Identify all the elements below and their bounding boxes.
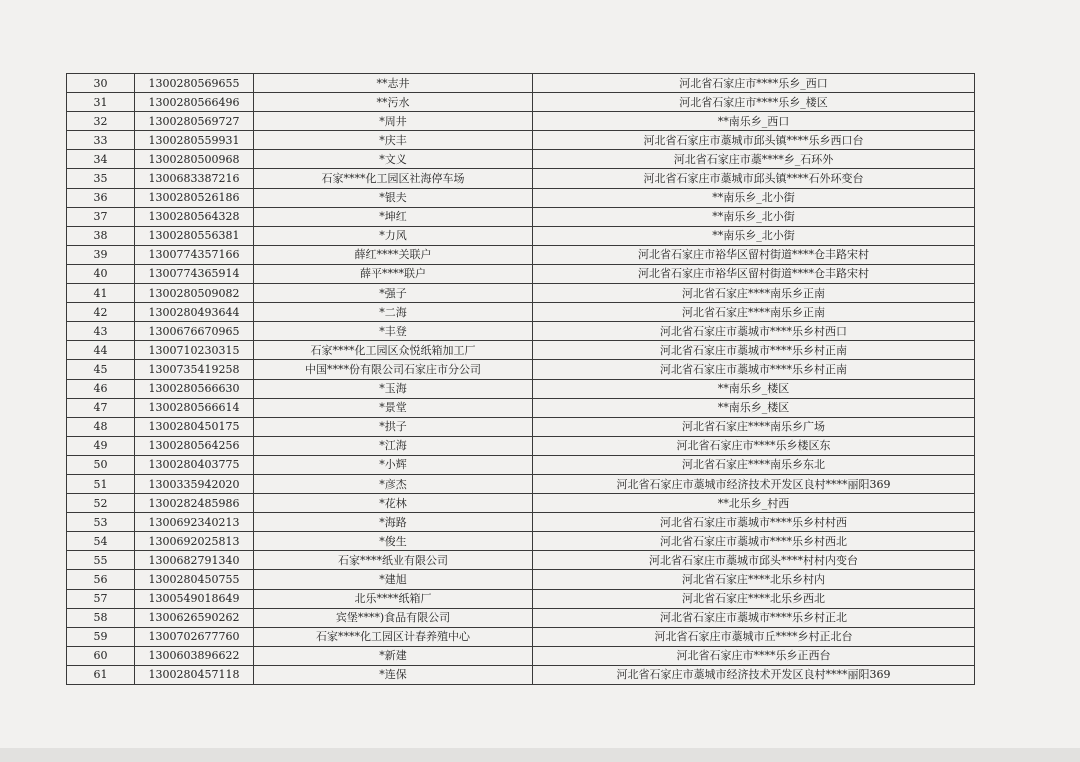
customer-name-cell: *周井 [254, 112, 533, 131]
address-cell: 河北省石家庄市藁城市****乐乡村西口 [533, 322, 975, 341]
table-row [67, 532, 975, 551]
address-cell: 河北省石家庄市****乐乡_楼区 [533, 93, 975, 112]
customer-name-cell: **志井 [254, 74, 533, 93]
table-row [67, 245, 975, 264]
account-number-cell: 1300549018649 [135, 589, 254, 608]
customer-name-cell: 石家****纸业有限公司 [254, 551, 533, 570]
table-row [67, 646, 975, 665]
row-number-cell: 54 [67, 532, 135, 551]
address-cell: 河北省石家庄****南乐乡广场 [533, 417, 975, 436]
customer-name-cell: 石家****化工园区众悦纸箱加工厂 [254, 341, 533, 360]
table-row [67, 398, 975, 417]
address-cell: **南乐乡_西口 [533, 112, 975, 131]
account-number-cell: 1300676670965 [135, 322, 254, 341]
account-number-cell: 1300280566630 [135, 379, 254, 398]
address-cell: 河北省石家庄****北乐乡西北 [533, 589, 975, 608]
address-cell: 河北省石家庄****南乐乡正南 [533, 284, 975, 303]
table-row [67, 74, 975, 93]
table-row [67, 207, 975, 226]
table-row [67, 417, 975, 436]
account-number-cell: 1300280450175 [135, 417, 254, 436]
row-number-cell: 57 [67, 589, 135, 608]
account-number-cell: 1300774357166 [135, 245, 254, 264]
account-number-cell: 1300280457118 [135, 665, 254, 684]
account-number-cell: 1300692340213 [135, 513, 254, 532]
row-number-cell: 58 [67, 608, 135, 627]
row-number-cell: 37 [67, 207, 135, 226]
account-number-cell: 1300682791340 [135, 551, 254, 570]
account-number-cell: 1300280450755 [135, 570, 254, 589]
table-row [67, 169, 975, 188]
account-number-cell: 1300774365914 [135, 264, 254, 283]
row-number-cell: 33 [67, 131, 135, 150]
address-cell: 河北省石家庄****北乐乡村内 [533, 570, 975, 589]
table-row [67, 627, 975, 646]
account-number-cell: 1300626590262 [135, 608, 254, 627]
customer-name-cell: *庆丰 [254, 131, 533, 150]
customer-table [66, 73, 975, 685]
account-number-cell: 1300280566614 [135, 398, 254, 417]
table-row [67, 570, 975, 589]
customer-name-cell: 薛平****联户 [254, 264, 533, 283]
table-row [67, 665, 975, 684]
address-cell: **南乐乡_北小街 [533, 207, 975, 226]
table-row [67, 360, 975, 379]
customer-name-cell: *强子 [254, 284, 533, 303]
address-cell: 河北省石家庄市****乐乡正西台 [533, 646, 975, 665]
table-row [67, 513, 975, 532]
row-number-cell: 53 [67, 513, 135, 532]
table-row [67, 303, 975, 322]
account-number-cell: 1300280556381 [135, 226, 254, 245]
account-number-cell: 1300603896622 [135, 646, 254, 665]
address-cell: 河北省石家庄市裕华区留村街道****仓丰路宋村 [533, 264, 975, 283]
address-cell: **南乐乡_北小街 [533, 226, 975, 245]
customer-name-cell: *二海 [254, 303, 533, 322]
customer-name-cell: *连保 [254, 665, 533, 684]
account-number-cell: 1300280569655 [135, 74, 254, 93]
row-number-cell: 50 [67, 455, 135, 474]
account-number-cell: 1300280564256 [135, 436, 254, 455]
table-row [67, 589, 975, 608]
row-number-cell: 59 [67, 627, 135, 646]
customer-name-cell: 宾堡****)食品有限公司 [254, 608, 533, 627]
row-number-cell: 44 [67, 341, 135, 360]
table-row [67, 455, 975, 474]
table-row [67, 551, 975, 570]
customer-name-cell: 薛红****关联户 [254, 245, 533, 264]
customer-name-cell: *建旭 [254, 570, 533, 589]
account-number-cell: 1300280564328 [135, 207, 254, 226]
customer-name-cell: *俊生 [254, 532, 533, 551]
address-cell: 河北省石家庄市裕华区留村街道****仓丰路宋村 [533, 245, 975, 264]
address-cell: 河北省石家庄市藁城市丘****乡村正北台 [533, 627, 975, 646]
address-cell: 河北省石家庄市****乐乡楼区东 [533, 436, 975, 455]
row-number-cell: 42 [67, 303, 135, 322]
row-number-cell: 43 [67, 322, 135, 341]
customer-name-cell: *小辉 [254, 455, 533, 474]
table-row [67, 436, 975, 455]
account-number-cell: 1300280569727 [135, 112, 254, 131]
account-number-cell: 1300710230315 [135, 341, 254, 360]
table-row [67, 284, 975, 303]
account-number-cell: 1300735419258 [135, 360, 254, 379]
customer-name-cell: *彦杰 [254, 474, 533, 493]
table-row [67, 379, 975, 398]
address-cell: 河北省石家庄市藁城市邱头****村村内变台 [533, 551, 975, 570]
table-body [67, 74, 975, 685]
table-row [67, 150, 975, 169]
address-cell: 河北省石家庄市藁城市****乐乡村正北 [533, 608, 975, 627]
row-number-cell: 31 [67, 93, 135, 112]
customer-name-cell: *江海 [254, 436, 533, 455]
account-number-cell: 1300335942020 [135, 474, 254, 493]
address-cell: **南乐乡_楼区 [533, 398, 975, 417]
row-number-cell: 55 [67, 551, 135, 570]
account-number-cell: 1300280566496 [135, 93, 254, 112]
row-number-cell: 47 [67, 398, 135, 417]
account-number-cell: 1300702677760 [135, 627, 254, 646]
customer-name-cell: 中国****份有限公司石家庄市分公司 [254, 360, 533, 379]
customer-name-cell: *海路 [254, 513, 533, 532]
account-number-cell: 1300280559931 [135, 131, 254, 150]
address-cell: **南乐乡_楼区 [533, 379, 975, 398]
account-number-cell: 1300280493644 [135, 303, 254, 322]
address-cell: 河北省石家庄****南乐乡正南 [533, 303, 975, 322]
address-cell: 河北省石家庄市藁城市邱头镇****乐乡西口台 [533, 131, 975, 150]
customer-name-cell: *坤红 [254, 207, 533, 226]
customer-name-cell: *丰登 [254, 322, 533, 341]
row-number-cell: 60 [67, 646, 135, 665]
row-number-cell: 34 [67, 150, 135, 169]
table-row [67, 264, 975, 283]
row-number-cell: 45 [67, 360, 135, 379]
row-number-cell: 41 [67, 284, 135, 303]
address-cell: 河北省石家庄市藁城市经济技术开发区良村****丽阳369 [533, 474, 975, 493]
account-number-cell: 1300280500968 [135, 150, 254, 169]
row-number-cell: 35 [67, 169, 135, 188]
row-number-cell: 32 [67, 112, 135, 131]
table-row [67, 112, 975, 131]
account-number-cell: 1300692025813 [135, 532, 254, 551]
address-cell: 河北省石家庄市藁****乡_石环外 [533, 150, 975, 169]
row-number-cell: 48 [67, 417, 135, 436]
table-row [67, 341, 975, 360]
table-row [67, 494, 975, 513]
table-row [67, 131, 975, 150]
address-cell: 河北省石家庄市藁城市邱头镇****石外环变台 [533, 169, 975, 188]
row-number-cell: 52 [67, 494, 135, 513]
table-row [67, 474, 975, 493]
row-number-cell: 46 [67, 379, 135, 398]
address-cell: **南乐乡_北小街 [533, 188, 975, 207]
row-number-cell: 56 [67, 570, 135, 589]
row-number-cell: 61 [67, 665, 135, 684]
address-cell: 河北省石家庄市藁城市****乐乡村村西 [533, 513, 975, 532]
address-cell: 河北省石家庄****南乐乡东北 [533, 455, 975, 474]
row-number-cell: 30 [67, 74, 135, 93]
customer-name-cell: *新建 [254, 646, 533, 665]
table-row [67, 93, 975, 112]
customer-name-cell: *景堂 [254, 398, 533, 417]
address-cell: 河北省石家庄市藁城市****乐乡村正南 [533, 360, 975, 379]
row-number-cell: 38 [67, 226, 135, 245]
customer-name-cell: *银夫 [254, 188, 533, 207]
page-bottom-edge [0, 748, 1080, 762]
row-number-cell: 39 [67, 245, 135, 264]
table-row [67, 322, 975, 341]
customer-name-cell: *力风 [254, 226, 533, 245]
row-number-cell: 51 [67, 474, 135, 493]
address-cell: 河北省石家庄市藁城市****乐乡村西北 [533, 532, 975, 551]
address-cell: 河北省石家庄市藁城市****乐乡村正南 [533, 341, 975, 360]
customer-name-cell: 北乐****纸箱厂 [254, 589, 533, 608]
table-row [67, 608, 975, 627]
row-number-cell: 36 [67, 188, 135, 207]
account-number-cell: 1300282485986 [135, 494, 254, 513]
customer-name-cell: 石家****化工园区社海停车场 [254, 169, 533, 188]
customer-name-cell: **污水 [254, 93, 533, 112]
row-number-cell: 40 [67, 264, 135, 283]
account-number-cell: 1300280403775 [135, 455, 254, 474]
address-cell: **北乐乡_村西 [533, 494, 975, 513]
address-cell: 河北省石家庄市藁城市经济技术开发区良村****丽阳369 [533, 665, 975, 684]
customer-name-cell: *花林 [254, 494, 533, 513]
account-number-cell: 1300280526186 [135, 188, 254, 207]
table-row [67, 226, 975, 245]
customer-name-cell: 石家****化工园区计春养殖中心 [254, 627, 533, 646]
address-cell: 河北省石家庄市****乐乡_西口 [533, 74, 975, 93]
table-row [67, 188, 975, 207]
customer-name-cell: *玉海 [254, 379, 533, 398]
customer-name-cell: *拱子 [254, 417, 533, 436]
row-number-cell: 49 [67, 436, 135, 455]
account-number-cell: 1300683387216 [135, 169, 254, 188]
customer-name-cell: *文义 [254, 150, 533, 169]
account-number-cell: 1300280509082 [135, 284, 254, 303]
